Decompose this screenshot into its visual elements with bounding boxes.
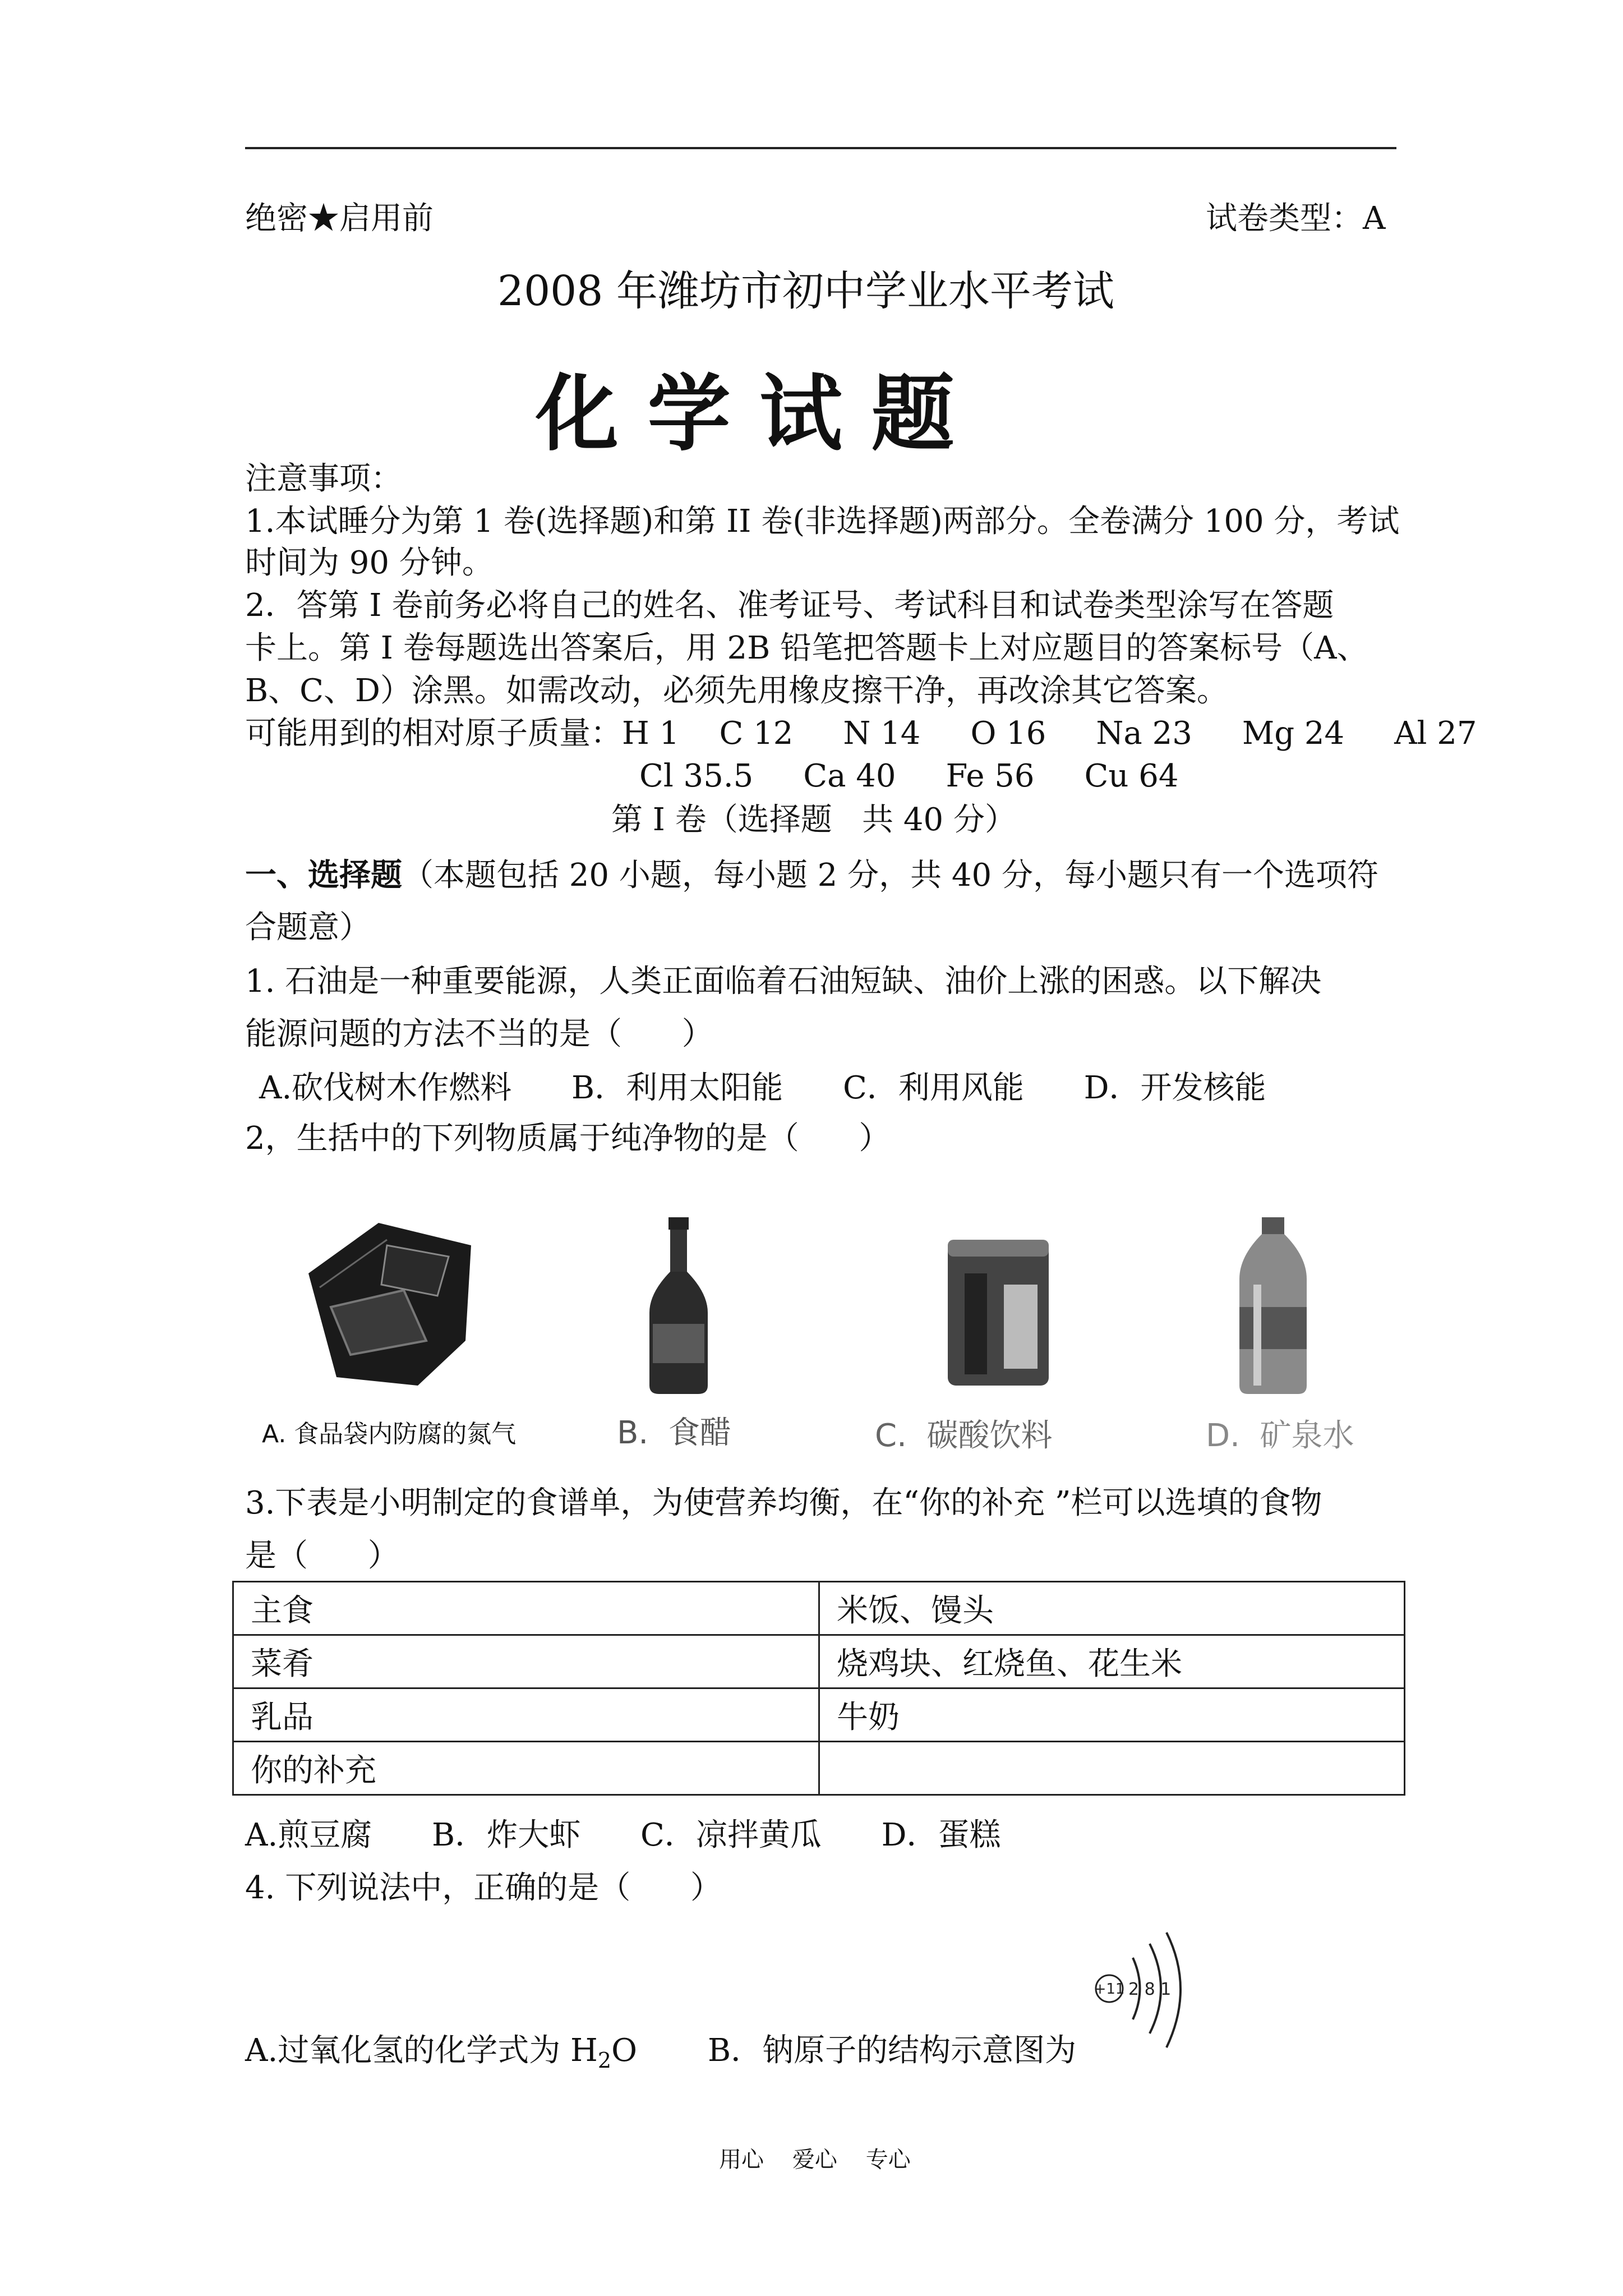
table-cell: 主食 [233, 1582, 819, 1635]
atomic-mass-line2: Cl 35.5 Ca 40 Fe 56 Cu 64 [639, 758, 1179, 794]
part-desc-line1: （本题包括 20 小题，每小题 2 分，共 40 分，每小题只有一个选项符 [402, 857, 1378, 894]
paper-type: 试卷类型：A [1206, 200, 1386, 237]
table-cell: 米饭、馒头 [819, 1582, 1405, 1635]
header-rule [245, 147, 1396, 149]
notes-heading: 注意事项： [245, 461, 402, 497]
notes-item2-line1: 2．答第 I 卷前务必将自己的姓名、准考证号、考试科目和试卷类型涂写在答题 [245, 587, 1334, 624]
q4-option-a-prefix: A.过氧化氢的化学式为 H [245, 2032, 598, 2069]
q2-stem: 2，生括中的下列物质属于纯净物的是（ ） [245, 1120, 891, 1157]
menu-table [232, 1581, 1405, 1796]
q2-caption-c: C. 碳酸饮料 [875, 1418, 1053, 1454]
mineral-water-image [1231, 1217, 1315, 1397]
q2-caption-d: D. 矿泉水 [1206, 1418, 1354, 1454]
q1-options: A.砍伐树木作燃料 B．利用太阳能 C．利用风能 D．开发核能 [259, 1070, 1266, 1106]
nucleus-charge: +11 [1094, 1981, 1125, 1998]
q4-option-a-suffix: O [611, 2032, 637, 2069]
q3-options: A.煎豆腐 B．炸大虾 C．凉拌黄瓜 D．蛋糕 [245, 1817, 1001, 1853]
part-desc-line2: 合题意） [245, 909, 371, 946]
atomic-mass-line1: 可能用到的相对原子质量：H 1 C 12 N 14 O 16 Na 23 Mg 24 Al 27 [245, 715, 1477, 752]
notes-item1-line2: 时间为 90 分钟。 [245, 545, 494, 581]
subject-title: 化 学 试 题 [536, 365, 955, 462]
table-row [233, 1688, 1405, 1742]
q4-option-a [245, 2032, 637, 2073]
q4-option-b: B．钠原子的结构示意图为 [708, 2032, 1077, 2069]
exam-name: 2008 年潍坊市初中学业水平考试 [497, 267, 1114, 315]
table-cell: 菜肴 [233, 1635, 819, 1688]
soda-can-image [942, 1234, 1054, 1391]
table-cell: 乳品 [233, 1688, 819, 1742]
volume-title: 第 I 卷（选择题 共 40 分） [611, 802, 1016, 838]
table-cell: 牛奶 [819, 1688, 1405, 1742]
table-cell: 烧鸡块、红烧鱼、花生米 [819, 1635, 1405, 1688]
q2-caption-b: B. 食醋 [617, 1415, 731, 1451]
vinegar-bottle-image [639, 1217, 718, 1397]
part-heading [245, 857, 1378, 894]
q3-line2: 是（ ） [245, 1538, 399, 1574]
sodium-atom-diagram [1094, 1930, 1195, 2059]
notes-item2-line2: 卡上。第 I 卷每题选出答案后，用 2B 铅笔把答题卡上对应题目的答案标号（A、 [245, 630, 1368, 666]
q4-option-a-subscript: 2 [597, 2048, 612, 2073]
part-label: 一、选择题 [245, 857, 402, 894]
q1-line1: 1. 石油是一种重要能源，人类正面临着石油短缺、油价上涨的困惑。以下解决 [245, 963, 1322, 1000]
table-cell: 你的补充 [233, 1742, 819, 1795]
q3-line1: 3.下表是小明制定的食谱单，为使营养均衡，在“你的补充 ”栏可以选填的食物 [245, 1485, 1322, 1521]
table-row [233, 1742, 1405, 1795]
q4-stem: 4. 下列说法中，正确的是（ ） [245, 1870, 722, 1906]
table-row [233, 1635, 1405, 1688]
table-row [233, 1582, 1405, 1635]
footer-text: 用心 爱心 专心 [719, 2147, 911, 2173]
q2-caption-a: A. 食品袋内防腐的氮气 [262, 1420, 517, 1448]
electron-shells: 2 8 1 [1128, 1980, 1172, 1999]
secret-label: 绝密★启用前 [245, 200, 434, 237]
table-cell [819, 1742, 1405, 1795]
notes-item2-line3: B、C、D）涂黑。如需改动，必须先用橡皮擦干净，再改涂其它答案。 [245, 673, 1228, 709]
q1-line2: 能源问题的方法不当的是（ ） [245, 1016, 713, 1052]
nitrogen-bag-image [297, 1212, 482, 1391]
notes-item1-line1: 1.本试睡分为第 1 卷(选择题)和第 II 卷(非选择题)两部分。全卷满分 100 分，考试 [245, 503, 1400, 540]
